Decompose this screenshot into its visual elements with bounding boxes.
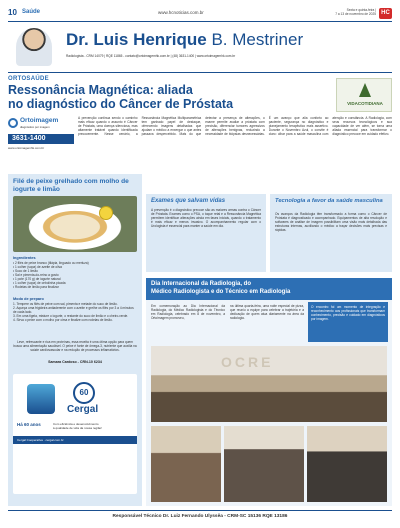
site-url: www.hcnoticias.com.br — [158, 10, 204, 15]
date-line: 7 a 13 de novembro de 2025 — [335, 12, 376, 16]
ortoimagem-phone: 3631-1400 — [8, 134, 74, 144]
newspaper-logo: HC — [379, 8, 392, 19]
team-photo — [307, 426, 387, 502]
divider — [8, 510, 392, 511]
article-headline: Ressonância Magnética: aliada no diagnóstico do Câncer de Próstata — [8, 83, 234, 111]
cergal-brand: Cergal — [67, 404, 99, 415]
page-header — [8, 8, 392, 22]
cergal-anniversary-badge: 60 — [73, 382, 95, 404]
list-item: 1. Tempere os filés de peixe com sal, pimenta e metade do suco de limão. — [13, 302, 118, 306]
radiology-day-highlight: O encontro foi um momento de integração e reconhecimento aos profissionais que transformam conhecimento, precisão e cuidado em diagnósticos por imagem. — [308, 302, 388, 342]
recipe-note: Leve, refrescante e rica em proteínas, essa receita é uma ótima opção para quem busca uma alimentação saudável. O peixe é fonte de ômega-3, nutriente que auxilia na saúde cardiovascular e na redução de processos inflamatórios. — [13, 340, 137, 352]
ingredients-title: Ingredientes — [13, 256, 36, 260]
cergal-tagline: Há 60 anos — [17, 422, 41, 427]
team-photo — [151, 426, 221, 502]
exams-box — [146, 194, 266, 272]
date-line: Sexta e quinta-feira | — [346, 8, 376, 12]
doctor-banner — [8, 26, 392, 70]
recipe-box — [8, 174, 142, 506]
cergal-mascot-icon — [27, 384, 55, 414]
sponsor-logo: VIDACOTIDIANA — [336, 78, 392, 112]
list-item: • 1 pote (170 g) de iogurte natural — [13, 277, 61, 281]
article-kicker: ORTOSAÚDE — [8, 76, 49, 82]
radiology-day-col2: na última quarta-feira, uma noite especial de pizza, que reuniu a equipe para celebrar a trajetória e a dedicação de quem atua diariamente na área da radiologia. — [230, 304, 304, 320]
list-item: • Rodelas de limão para finalizar — [13, 285, 59, 289]
page-number: 10 — [8, 8, 17, 17]
list-item: • Suco de 1 limão — [13, 269, 38, 273]
ingredients-list — [13, 261, 137, 289]
radiology-day-title: Dia Internacional da Radiologia, do Médico Radiologista e do Técnico em Radiologia — [146, 278, 392, 300]
recipe-author: Samara Cardoso - CRN-10 6234 — [48, 360, 102, 364]
doctor-contact: Radiologista - CRM 14079 | RQE 11865 - contato@ortoimagemhk.com.br | (48) 3631-1400 | www.ortoimagemhk.com.br — [66, 54, 236, 58]
doctor-photo — [16, 28, 52, 66]
footer-responsible: Responsável Técnico Dr. Luiz Fernando Ulyssêa - CRM-SC 15136 RQE 13186 — [112, 514, 288, 519]
lemon-slice-icon — [99, 206, 113, 220]
list-item: • 2 filés de peixe branco (tilápia, linguado ou merluza) — [13, 261, 89, 265]
list-item: • 1 colher (sopa) de azeite de oliva — [13, 265, 62, 269]
list-item: 3. Em uma tigela, misture o iogurte, o restante do suco de limão e o cheiro-verde. — [13, 314, 129, 318]
recipe-photo — [13, 196, 137, 252]
recipe-title: Filé de peixe grelhado com molho de iogurte e limão — [13, 178, 129, 193]
article-body: A prevenção continua sendo o caminho mais eficaz quando o assunto é Câncer de Próstata, uma doença silenciosa, mas altamente tratável quando identificada precocemente. Nesse cenário, a Ressonância Magnética Multiparamétrica tem ganhado papel de destaque, oferecendo imagens detalhadas que ajudam o médico a enxergar o que antes passava despercebido. Mais do que detectar a presença de alterações, o exame permite avaliar a próstata com precisão, diferenciar tumores agressivos de alterações benignas, reduzindo a necessidade de biópsias desnecessárias. É um avanço que alia conforto ao paciente, segurança no diagnóstico e planejamento terapêutico mais assertivo. Durante o Novembro Azul, o convite é claro: olhar para a saúde masculina com atenção e constância. A Radiologia, com seus recursos tecnológicos e sua capacidade de ver além, se torna uma aliada essencial para transformar o diagnóstico precoce em cuidado efetivo. — [78, 116, 392, 136]
exams-title: Exames que salvam vidas — [151, 198, 226, 204]
tech-body: Os avanços da Radiologia têm transformado a forma como o Câncer de Próstata é diagnosticado e acompanhado. Equipamentos de alta resolução e softwares de análise de imagem possibilitam uma visão mais detalhada das estruturas internas, auxiliando o médico a traçar decisões mais precisas e rápidas. — [275, 212, 387, 232]
team-photo — [224, 426, 304, 502]
exams-body: A prevenção é o diagnóstico precoce são as maiores armas contra o Câncer de Próstata. Exames como o PSA, o toque retal e a Ressonância Magnética permitem identificar alterações ainda em fases iniciais, quando o tratamento é mais eficaz e menos invasivo. O acompanhamento regular com o Urologista é essencial para manter a saúde em dia. — [151, 208, 261, 228]
ortoimagem-logo-icon — [8, 118, 18, 128]
method-list — [13, 302, 137, 322]
list-item: 4. Sirva o peixe com o molho por cima e finalize com rodelas de limão. — [13, 318, 113, 322]
radiology-day-section — [146, 278, 392, 506]
cergal-footer: Cergal Cooperativa · cergal.com.br — [13, 436, 137, 444]
section-label: Saúde — [22, 9, 41, 15]
team-photo-wall — [151, 346, 387, 422]
tech-title: Tecnologia a favor da saúde masculina — [275, 198, 383, 204]
divider — [8, 72, 392, 73]
list-item: • 1 colher (sopa) de cebolinha picada — [13, 281, 66, 285]
list-item: • Sal e pimenta-do-reino a gosto — [13, 273, 59, 277]
cergal-ad: 60 Cergal Há 60 anos Com eficiência e desenvolvimento à qualidade de vida da nossa região! Cergal Cooperativa · cergal.com.br — [13, 374, 137, 494]
doctor-name: Dr. Luis Henrique B. Mestriner — [66, 30, 304, 49]
tech-box — [270, 194, 392, 272]
tree-icon — [359, 83, 371, 97]
ortoimagem-ad: Ortoimagem diagnóstico por imagem 3631-1400 www.ortoimagemhk.com.br — [8, 116, 74, 156]
wall-sign: OCRE — [221, 354, 274, 370]
method-title: Modo de preparo — [13, 297, 44, 301]
list-item: 2. Aqueça uma frigideira antiaderente com o azeite e grelhe os filés por 3 a 4 minutos de cada lado. — [13, 306, 134, 314]
radiology-day-col1: Em comemoração ao Dia Internacional da Radiologia, do Médico Radiologista e do Técnico em Radiologia, celebrado em 8 de novembro, a Ortoimagem promoveu, — [151, 304, 225, 320]
